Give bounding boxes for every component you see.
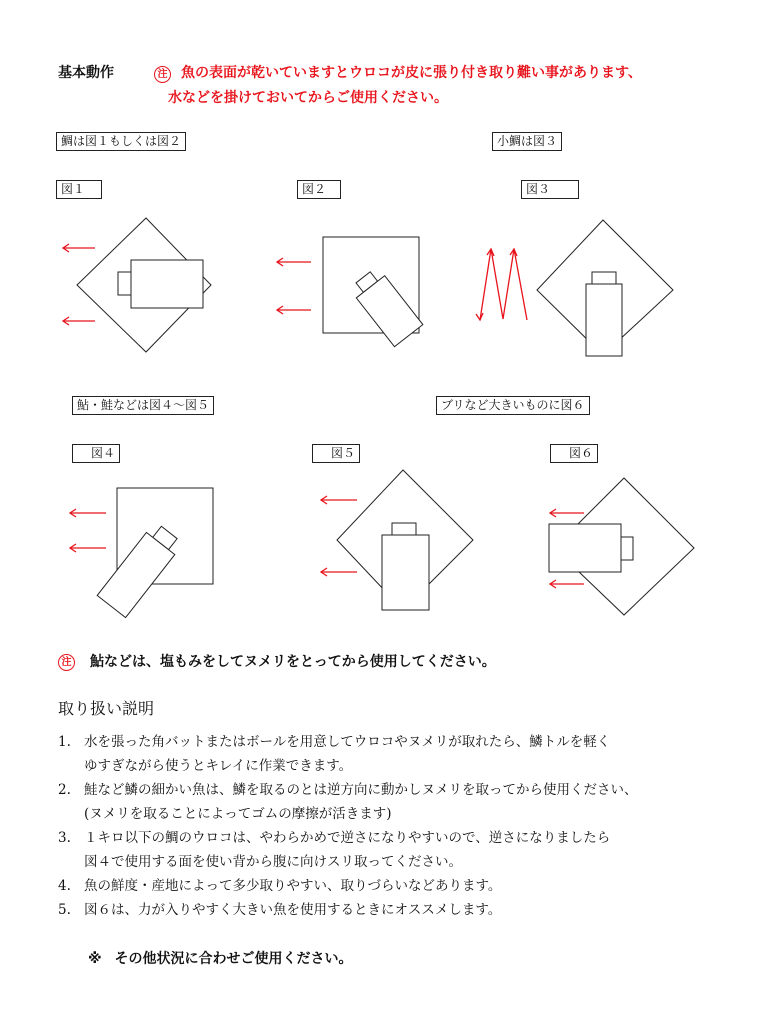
- fig3-label: 図３: [521, 180, 579, 199]
- group-label-ayu-sake: 鮎・鮭などは図４～図５: [72, 396, 214, 415]
- list-item: 3. １キロ以下の鯛のウロコは、やわらかめで逆さになりやすいので、逆さになりましたら 図４で使用する面を使い背から腹に向けスリ取ってください。: [58, 830, 611, 870]
- warning-line-2: 水などを掛けておいてからご使用ください。: [168, 90, 448, 106]
- scaler-body: [382, 535, 429, 610]
- figure-4-diagram: [64, 485, 224, 625]
- closing-text: その他状況に合わせご使用ください。: [114, 951, 353, 967]
- zigzag-arrow-icon: [476, 249, 527, 320]
- list-item: 2. 鮭など鱗の細かい魚は、鱗を取るのとは逆方向に動かしヌメリを取ってから使用ください、 (ヌメリを取ることによってゴムの摩擦が活きます): [58, 782, 638, 822]
- group-label-buri: ブリなど大きいものに図６: [436, 396, 590, 415]
- scaler-handle: [592, 272, 616, 284]
- fig6-label: 図６: [550, 444, 598, 463]
- list-item: 1. 水を張った角バットまたはボールを用意してウロコやヌメリが取れたら、鱗トルを軽く ゆすぎながら使うとキレイに作業できます。: [58, 734, 611, 774]
- arrow-left-icon: [63, 317, 95, 325]
- fig4-label: 図４: [72, 444, 120, 463]
- arrow-left-icon: [550, 580, 584, 588]
- reference-mark-icon: ※: [88, 951, 102, 967]
- scaler-body: [586, 284, 622, 356]
- scaler-body: [131, 260, 203, 308]
- figure-2-diagram: [273, 232, 433, 342]
- instructions-title: 取り扱い説明: [58, 699, 155, 718]
- list-item: 5. 図６は、力が入りやすく大きい魚を使用するときにオススメします。: [58, 902, 502, 918]
- arrow-left-icon: [277, 258, 311, 266]
- figure-6-diagram: [540, 475, 700, 620]
- scaler-body: [549, 524, 621, 572]
- arrow-left-icon: [321, 568, 357, 576]
- note-icon: 注: [154, 62, 171, 83]
- fig5-label: 図５: [312, 444, 360, 463]
- scaler-handle: [621, 537, 633, 560]
- note-icon: 注: [58, 650, 75, 671]
- figure-3-diagram: [475, 215, 685, 365]
- arrow-left-icon: [63, 244, 95, 252]
- scaler-handle: [392, 523, 416, 535]
- ayu-note-text: 鮎などは、塩もみをしてヌメリをとってから使用してください。: [90, 654, 496, 670]
- instructions-list: [58, 730, 758, 922]
- scaler-handle: [118, 272, 131, 295]
- arrow-left-icon: [70, 509, 106, 517]
- arrow-left-icon: [277, 306, 311, 314]
- figure-5-diagram: [315, 465, 480, 615]
- warning-line-1: 魚の表面が乾いていますとウロコが皮に張り付き取り難い事があります、: [181, 65, 642, 81]
- arrow-left-icon: [550, 509, 584, 517]
- group-label-kodai: 小鯛は図３: [492, 132, 562, 151]
- figure-1-diagram: [55, 215, 215, 355]
- closing-note: [88, 948, 353, 968]
- fig2-label: 図２: [297, 180, 341, 199]
- page-title: 基本動作: [58, 65, 114, 81]
- fig1-label: 図１: [56, 180, 102, 199]
- list-item: 4. 魚の鮮度・産地によって多少取りやすい、取りづらいなどあります。: [58, 878, 502, 894]
- arrow-left-icon: [321, 496, 357, 504]
- arrow-left-icon: [70, 544, 106, 552]
- group-label-tai: 鯛は図１もしくは図２: [56, 132, 186, 151]
